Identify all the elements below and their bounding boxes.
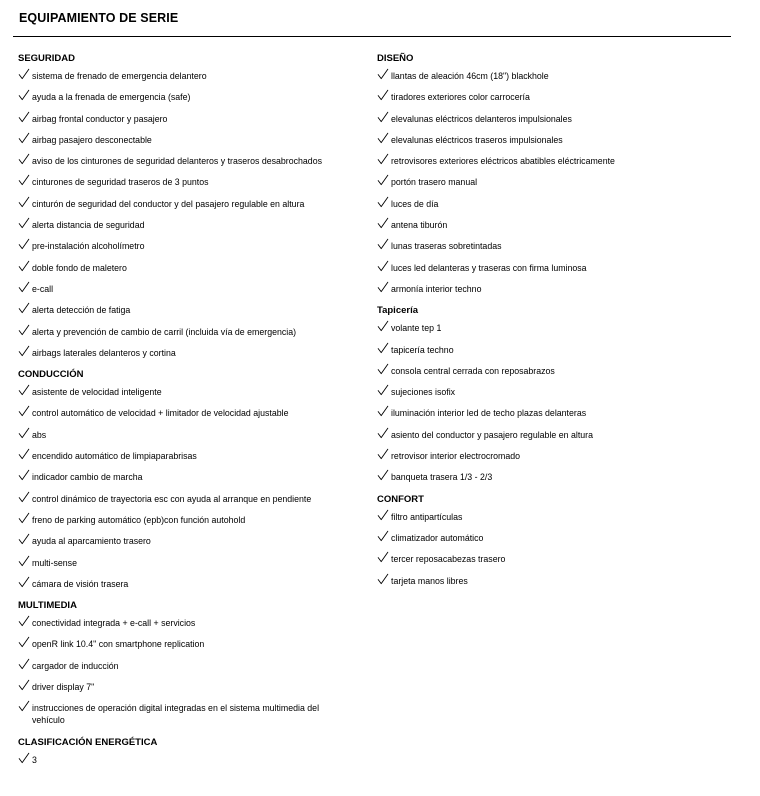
list-item [377, 113, 737, 125]
checkmark-icon [18, 324, 30, 336]
checkmark-icon [377, 509, 389, 521]
list-item-label: iluminación interior led de techo plazas delanteras [391, 408, 587, 419]
list-item-label: cargador de inducción [32, 660, 119, 671]
list-item [377, 553, 737, 565]
list-item [18, 557, 348, 569]
checkmark-icon [377, 132, 389, 144]
left-column [18, 52, 348, 775]
section-title: DISEÑO [377, 53, 414, 64]
checkmark-icon [18, 448, 30, 460]
list-item [18, 535, 348, 547]
checkmark-icon [377, 238, 389, 250]
list-item [377, 70, 737, 82]
checkmark-icon [377, 68, 389, 80]
list-item-label: ayuda a la frenada de emergencia (safe) [32, 92, 191, 103]
list-item-label: indicador cambio de marcha [32, 472, 143, 483]
list-item [377, 198, 737, 210]
list-item-label: airbags laterales delanteros y cortina [32, 347, 176, 358]
checkmark-icon [18, 533, 30, 545]
list-item-label: e-call [32, 283, 54, 294]
list-item-label: multi-sense [32, 557, 77, 568]
checkmark-icon [377, 573, 389, 585]
checkmark-icon [18, 345, 30, 357]
checkmark-icon [377, 448, 389, 460]
list-item [18, 219, 348, 231]
list-item-label: airbag frontal conductor y pasajero [32, 113, 168, 124]
title-divider [13, 36, 731, 37]
list-item [18, 493, 348, 505]
list-item [18, 407, 348, 419]
list-item [377, 450, 737, 462]
checkmark-icon [377, 281, 389, 293]
checkmark-icon [377, 530, 389, 542]
checkmark-icon [18, 217, 30, 229]
right-column [377, 52, 737, 596]
checkmark-icon [18, 658, 30, 670]
list-item [18, 91, 348, 103]
section-confort [377, 493, 737, 587]
list-item [18, 754, 348, 766]
checkmark-icon [377, 111, 389, 123]
list-item-label: sistema de frenado de emergencia delantero [32, 71, 207, 81]
list-item [18, 514, 348, 526]
list-item [18, 660, 348, 672]
list-item [377, 240, 737, 252]
list-item-label: banqueta trasera 1/3 - 2/3 [391, 472, 493, 483]
list-item [18, 617, 348, 629]
list-item [18, 176, 348, 188]
list-item [377, 575, 737, 587]
list-item [377, 283, 737, 295]
section-clasificacion-energetica [18, 736, 348, 766]
checkmark-icon [18, 469, 30, 481]
list-item [377, 322, 737, 334]
list-item [18, 429, 348, 441]
list-item-label: cinturón de seguridad del conductor y del pasajero regulable en altura [32, 198, 305, 209]
checkmark-icon [18, 555, 30, 567]
checkmark-icon [18, 238, 30, 250]
list-item-label: openR link 10.4" con smartphone replication [32, 639, 205, 650]
list-item-label: pre-instalación alcoholímetro [32, 241, 145, 252]
checkmark-icon [18, 196, 30, 208]
checkmark-icon [377, 217, 389, 229]
checkmark-icon [377, 153, 389, 165]
page-title: EQUIPAMIENTO DE SERIE [19, 11, 179, 25]
list-item-label: alerta detección de fatiga [32, 305, 131, 316]
list-item-label: control dinámico de trayectoria esc con ayuda al arranque en pendiente [32, 493, 312, 504]
list-item-label: lunas traseras sobretintadas [391, 241, 502, 252]
list-item-label: abs [32, 429, 47, 440]
list-item [18, 240, 348, 252]
list-item-label: freno de parking automático (epb)con función autohold [32, 514, 246, 525]
list-item-label: encendido automático de limpiaparabrisas [32, 451, 197, 462]
checkmark-icon [377, 384, 389, 396]
checkmark-icon [377, 469, 389, 481]
checkmark-icon [377, 342, 389, 354]
list-item [377, 407, 737, 419]
checkmark-icon [377, 405, 389, 417]
checkmark-icon [18, 89, 30, 101]
list-item-label: retrovisores exteriores eléctricos abatibles eléctricamente [391, 156, 615, 167]
list-item-label: retrovisor interior electrocromado [391, 451, 521, 462]
checkmark-icon [18, 281, 30, 293]
list-item-label: elevalunas eléctricos delanteros impulsionales [391, 113, 572, 124]
checkmark-icon [18, 512, 30, 524]
list-item [377, 471, 737, 483]
list-item-label: tercer reposacabezas trasero [391, 554, 506, 565]
list-item [377, 262, 737, 274]
list-item [18, 578, 348, 590]
list-item-label: antena tiburón [391, 220, 448, 231]
list-item-label: cinturones de seguridad traseros de 3 puntos [32, 177, 209, 188]
checkmark-icon [377, 260, 389, 272]
list-item [18, 113, 348, 125]
checkmark-icon [18, 576, 30, 588]
checkmark-icon [18, 427, 30, 439]
checkmark-icon [377, 89, 389, 101]
list-item [377, 386, 737, 398]
list-item [18, 450, 348, 462]
section-tapiceria [377, 304, 737, 483]
list-item [18, 198, 348, 210]
checkmark-icon [18, 615, 30, 627]
section-title: CONDUCCIÓN [18, 369, 84, 381]
checkmark-icon [377, 174, 389, 186]
list-item-label: portón trasero manual [391, 177, 478, 188]
list-item-label: luces de día [391, 198, 439, 209]
section-title: CONFORT [377, 493, 424, 505]
list-item-label: driver display 7" [32, 682, 95, 693]
list-item [18, 702, 348, 726]
checkmark-icon [377, 551, 389, 563]
checkmark-icon [18, 174, 30, 186]
list-item-label: sujeciones isofix [391, 387, 456, 398]
list-item-label: doble fondo de maletero [32, 262, 127, 273]
checkmark-icon [377, 196, 389, 208]
section-conduccion [18, 368, 348, 590]
list-item-label: tarjeta manos libres [391, 575, 468, 586]
list-item [18, 681, 348, 693]
list-item-label: asiento del conductor y pasajero regulable en altura [391, 429, 593, 440]
list-item [377, 134, 737, 146]
section-title: Tapicería [377, 305, 419, 317]
section-multimedia [18, 599, 348, 726]
section-diseno [377, 52, 737, 295]
list-item-label: ayuda al aparcamiento trasero [32, 536, 151, 547]
list-item-label: aviso de los cinturones de seguridad delanteros y traseros desabrochados [32, 156, 322, 167]
list-item-label: filtro antipartículas [391, 511, 463, 522]
list-item-label: alerta y prevención de cambio de carril (incluida vía de emergencia) [32, 326, 297, 337]
list-item [377, 219, 737, 231]
list-item-label: cámara de visión trasera [32, 578, 129, 589]
list-item-label: consola central cerrada con reposabrazos [391, 365, 555, 376]
list-item [18, 283, 348, 295]
checkmark-icon [18, 111, 30, 123]
list-item-label: control automático de velocidad + limitador de velocidad ajustable [32, 408, 289, 419]
list-item [377, 511, 737, 523]
checkmark-icon [18, 405, 30, 417]
list-item-label: airbag pasajero desconectable [32, 134, 152, 145]
checkmark-icon [18, 636, 30, 648]
list-item [18, 326, 348, 338]
list-item [18, 134, 348, 146]
checkmark-icon [377, 427, 389, 439]
list-item [18, 347, 348, 359]
list-item [377, 176, 737, 188]
list-item [377, 365, 737, 377]
list-item [18, 386, 348, 398]
section-title: MULTIMEDIA [18, 600, 77, 612]
list-item-label: llantas de aleación 46cm (18") blackhole [391, 71, 549, 81]
checkmark-icon [18, 153, 30, 165]
list-item [18, 262, 348, 274]
section-title: CLASIFICACIÓN ENERGÉTICA [18, 736, 158, 748]
checkmark-icon [18, 260, 30, 272]
checkmark-icon [18, 68, 30, 80]
list-item-label: conectividad integrada + e-call + servicios [32, 618, 196, 629]
list-item [18, 638, 348, 650]
checkmark-icon [18, 132, 30, 144]
list-item [18, 70, 348, 82]
section-seguridad [18, 52, 348, 359]
list-item [18, 471, 348, 483]
list-item [18, 155, 348, 167]
list-item-label: elevalunas eléctricos traseros impulsionales [391, 134, 563, 145]
list-item-label: asistente de velocidad inteligente [32, 387, 162, 398]
checkmark-icon [18, 384, 30, 396]
list-item-label: instrucciones de operación digital integradas en el sistema multimedia del vehículo [32, 703, 320, 726]
list-item-label: tiradores exteriores color carrocería [391, 92, 530, 103]
list-item-label: volante tep 1 [391, 323, 442, 334]
checkmark-icon [18, 302, 30, 314]
list-item [377, 91, 737, 103]
checkmark-icon [18, 752, 30, 764]
checkmark-icon [18, 491, 30, 503]
checkmark-icon [377, 320, 389, 332]
list-item [377, 532, 737, 544]
checkmark-icon [18, 700, 30, 712]
list-item [377, 429, 737, 441]
checkmark-icon [18, 679, 30, 691]
list-item-label: luces led delanteras y traseras con firma luminosa [391, 262, 587, 273]
list-item-label: alerta distancia de seguridad [32, 220, 145, 231]
checkmark-icon [377, 363, 389, 375]
list-item [18, 304, 348, 316]
list-item [377, 344, 737, 356]
section-title: SEGURIDAD [18, 53, 76, 64]
list-item-label: tapicería techno [391, 344, 454, 355]
list-item [377, 155, 737, 167]
list-item-label: 3 [32, 754, 37, 765]
list-item-label: climatizador automático [391, 532, 484, 543]
list-item-label: armonía interior techno [391, 283, 482, 294]
